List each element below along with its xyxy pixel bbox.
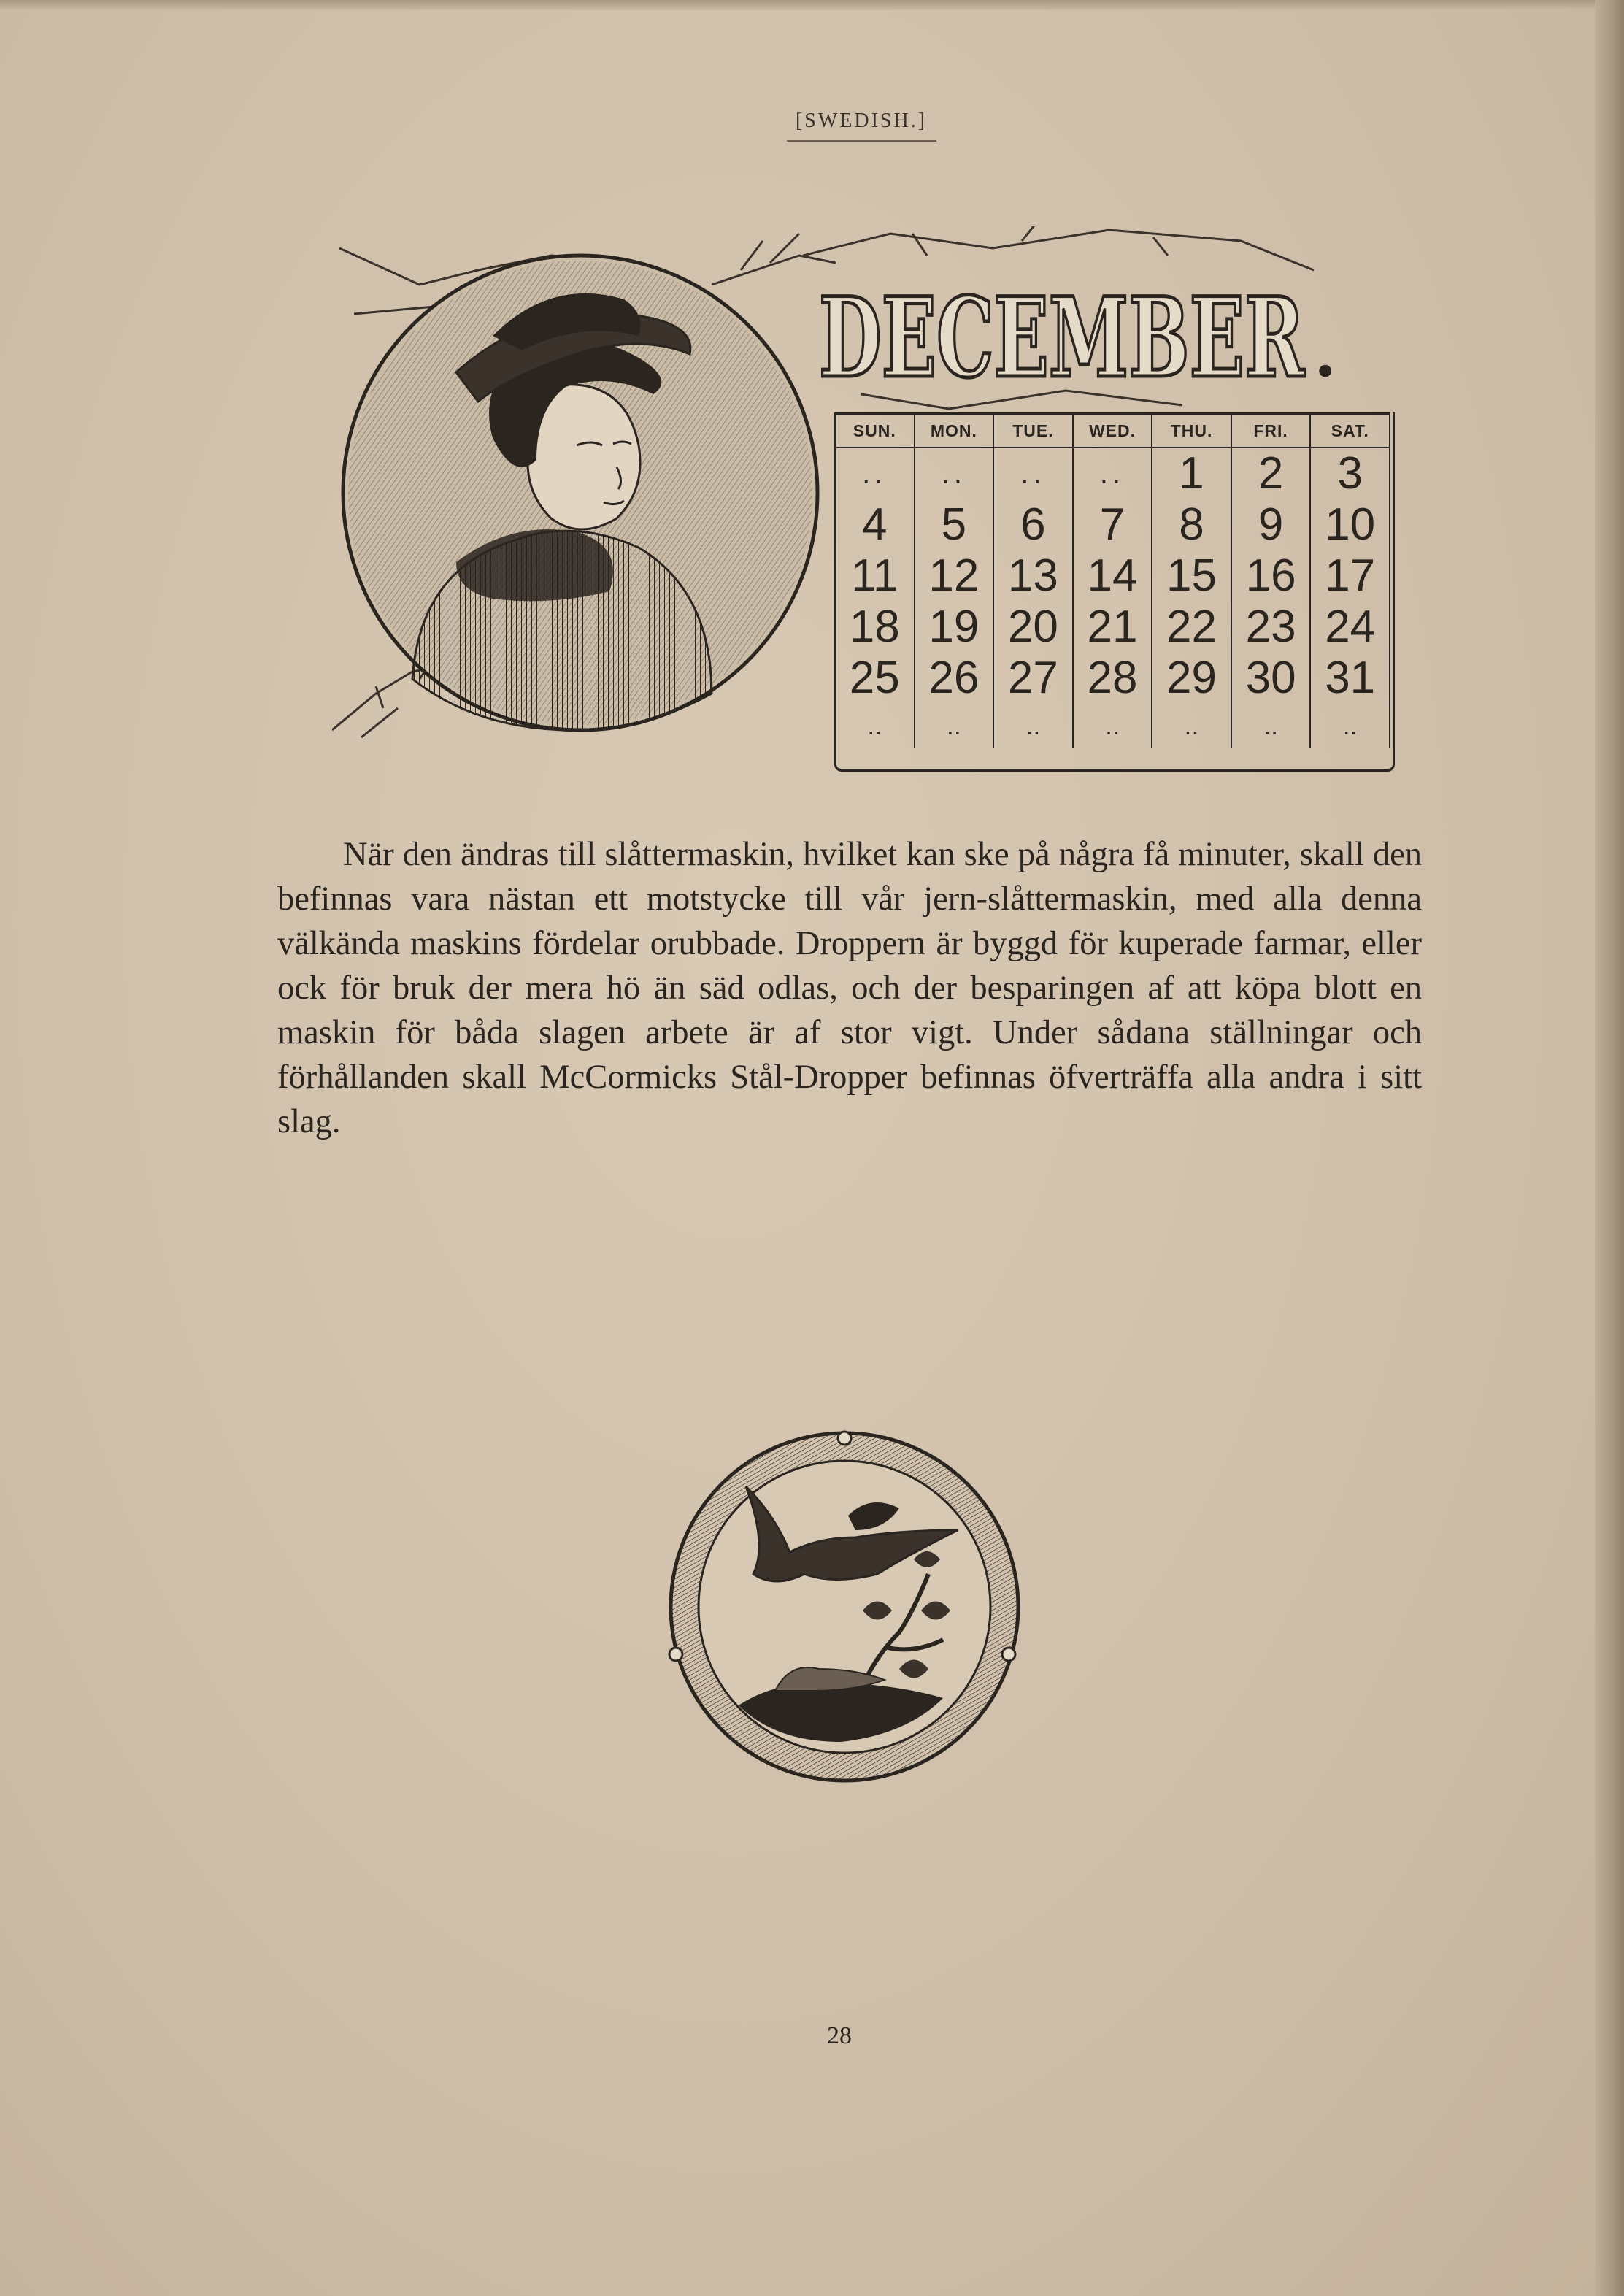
day-cell: 1 (1152, 448, 1231, 499)
day-cell: 27 (993, 653, 1073, 704)
day-cell: 4 (835, 499, 915, 550)
day-header: SAT. (1310, 414, 1390, 448)
day-cell: 23 (1231, 602, 1311, 653)
section-label: [SWEDISH.] (795, 110, 928, 132)
calendar-week-row (835, 653, 1390, 704)
day-cell: 31 (1310, 653, 1390, 704)
day-cell: 28 (1073, 653, 1152, 704)
page-number: 28 (827, 2022, 852, 2049)
day-cell: 14 (1073, 550, 1152, 602)
day-header: TUE. (993, 414, 1073, 448)
day-cell: 21 (1073, 602, 1152, 653)
body-paragraph: När den ändras till slåttermaskin, hvilket kan ske på några få minuter, skall den befinnas vara nästan ett motstycke till vår jern-slåttermaskin, med alla denna välkända maskins fördelar orubbade. Droppern är byggd för kuperade farmar, eller ock för bruk der mera hö än säd odlas, och der besparingen af att köpa blott en maskin för båda slagen arbete är af stor vigt. Under sådana ställningar och förhållanden skall McCormicks Stål-Dropper befinnas öfverträffa alla andra i sitt slag. (277, 836, 1422, 1140)
day-header: WED. (1073, 414, 1152, 448)
day-cell: 20 (993, 602, 1073, 653)
calendar-week-row (835, 550, 1390, 602)
page-edge-top (0, 0, 1624, 10)
day-cell: 15 (1152, 550, 1231, 602)
day-cell: .. (1152, 704, 1231, 748)
day-header: THU. (1152, 414, 1231, 448)
day-cell: .. (993, 704, 1073, 748)
day-cell: 24 (1310, 602, 1390, 653)
day-cell: 10 (1310, 499, 1390, 550)
day-cell: .. (1073, 704, 1152, 748)
day-cell: 6 (993, 499, 1073, 550)
calendar-table (834, 412, 1390, 748)
day-cell: 30 (1231, 653, 1311, 704)
day-cell: 8 (1152, 499, 1231, 550)
day-cell: 19 (915, 602, 994, 653)
month-title (803, 226, 1358, 416)
day-header: FRI. (1231, 414, 1311, 448)
day-cell: .. (835, 448, 915, 499)
calendar-week-row (835, 602, 1390, 653)
calendar-week-row (835, 704, 1390, 748)
day-cell: 7 (1073, 499, 1152, 550)
calendar-header-row (835, 414, 1390, 448)
page-edge-right (1595, 0, 1624, 2296)
day-cell: .. (915, 448, 994, 499)
month-title-text: DECEMBER (819, 274, 1305, 402)
day-cell: 22 (1152, 602, 1231, 653)
day-cell: 3 (1310, 448, 1390, 499)
day-cell: .. (1231, 704, 1311, 748)
day-cell: .. (1310, 704, 1390, 748)
day-cell: .. (915, 704, 994, 748)
body-text (277, 832, 1422, 1144)
section-label-underline (787, 140, 936, 142)
month-title-period: . (1314, 315, 1337, 392)
day-cell: 12 (915, 550, 994, 602)
day-cell: 18 (835, 602, 915, 653)
day-cell: 29 (1152, 653, 1231, 704)
day-cell: 2 (1231, 448, 1311, 499)
day-cell: 16 (1231, 550, 1311, 602)
day-cell: 17 (1310, 550, 1390, 602)
day-header: MON. (915, 414, 994, 448)
calendar-week-row (835, 499, 1390, 550)
bird-medallion-illustration (666, 1428, 1023, 1786)
day-cell: 5 (915, 499, 994, 550)
day-cell: 13 (993, 550, 1073, 602)
day-cell: 11 (835, 550, 915, 602)
day-cell: .. (835, 704, 915, 748)
day-cell: 25 (835, 653, 915, 704)
portrait-illustration (332, 226, 843, 752)
day-cell: .. (993, 448, 1073, 499)
day-header: SUN. (835, 414, 915, 448)
day-cell: 26 (915, 653, 994, 704)
day-cell: 9 (1231, 499, 1311, 550)
day-cell: .. (1073, 448, 1152, 499)
calendar-week-row (835, 448, 1390, 499)
